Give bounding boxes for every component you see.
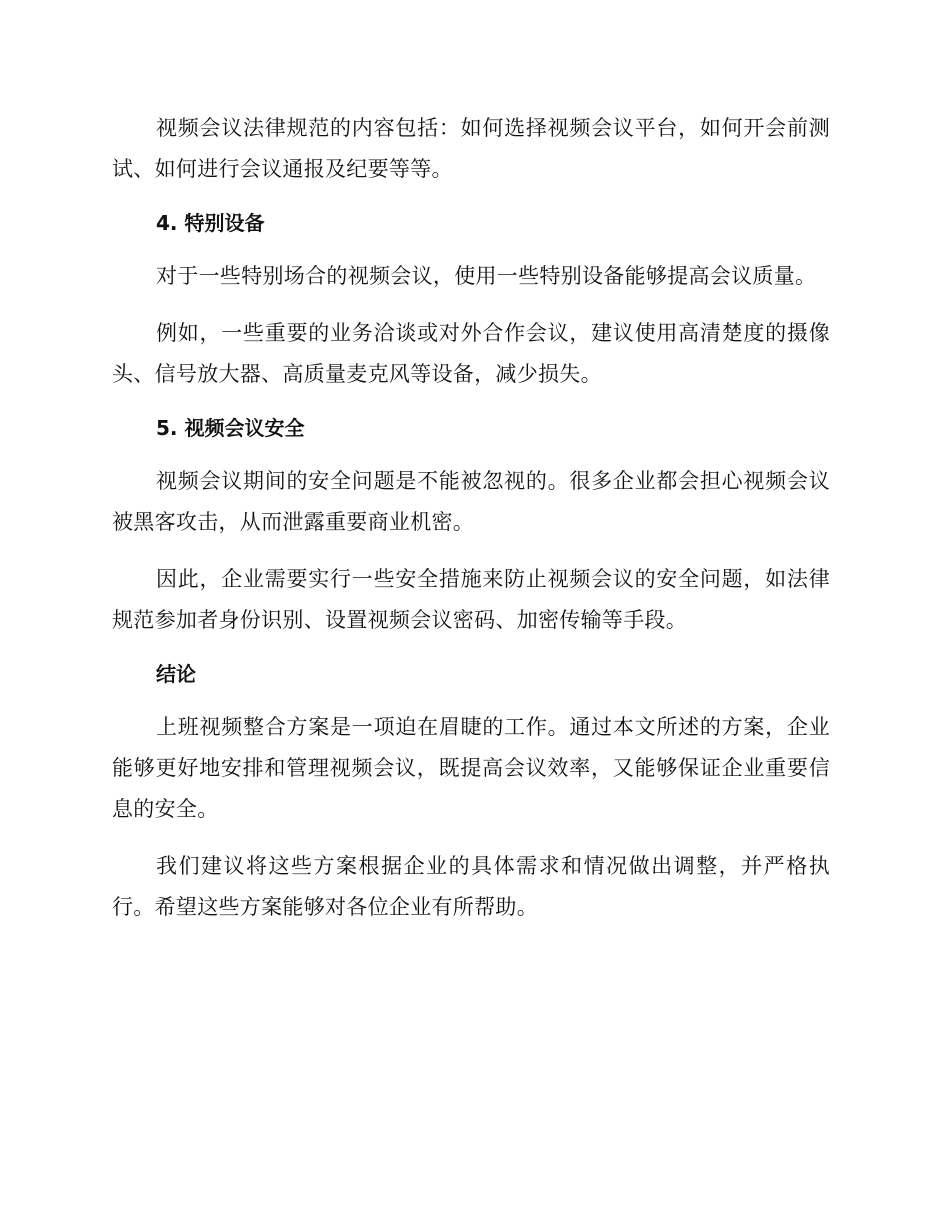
document-page [112,108,830,944]
heading-special-equipment: 4. 特别设备 [156,211,265,235]
paragraph-equipment-examples: 例如，一些重要的业务洽谈或对外合作会议，建议使用高清楚度的摄像头、信号放大器、高质量麦克风等设备，减少损失。 [112,321,830,386]
paragraph-conclusion-recommendation: 我们建议将这些方案根据企业的具体需求和情况做出调整，并严格执行。希望这些方案能够对各位企业有所帮助。 [112,854,830,919]
paragraph-security-measures: 因此，企业需要实行一些安全措施来防止视频会议的安全问题，如法律规范参加者身份识别、设置视频会议密码、加密传输等手段。 [112,567,830,632]
heading-meeting-security: 5. 视频会议安全 [156,416,305,440]
paragraph-meeting-norms: 视频会议法律规范的内容包括：如何选择视频会议平台，如何开会前测试、如何进行会议通报及纪要等等。 [112,116,830,181]
paragraph-special-occasions: 对于一些特别场合的视频会议，使用一些特别设备能够提高会议质量。 [156,264,817,288]
paragraph-security-concerns: 视频会议期间的安全问题是不能被忽视的。很多企业都会担心视频会议被黑客攻击，从而泄露重要商业机密。 [112,469,830,534]
paragraph-conclusion-summary: 上班视频整合方案是一项迫在眉睫的工作。通过本文所述的方案，企业能够更好地安排和管理视频会议，既提高会议效率，又能够保证企业重要信息的安全。 [112,715,830,821]
heading-conclusion: 结论 [156,662,196,686]
